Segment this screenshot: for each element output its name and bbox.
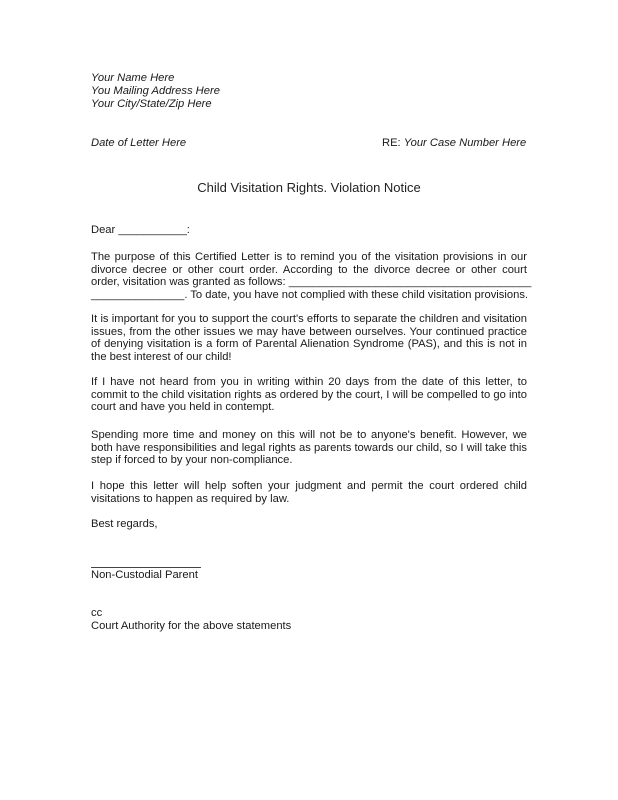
paragraph-1	[91, 251, 532, 301]
re-label: RE:	[382, 137, 401, 149]
sender-city: Your City/State/Zip Here	[91, 98, 212, 110]
letter-date: Date of Letter Here	[91, 137, 187, 149]
paragraph-line: If I have not heard from you in writing within 20 days from the date of this letter, to	[91, 376, 527, 388]
signature-label: Non-Custodial Parent	[91, 569, 198, 581]
paragraph-5	[91, 480, 527, 505]
case-number: Your Case Number Here	[403, 137, 527, 149]
paragraph-line: of denying visitation is a form of Parental Alienation Syndrome (PAS), and this is not in	[91, 338, 527, 351]
closing: Best regards,	[91, 518, 158, 530]
re-line	[382, 137, 526, 150]
paragraph-line: visitations to happen as required by law.	[91, 492, 290, 505]
paragraph-line: court and have you held in contempt.	[91, 401, 275, 414]
salutation: Dear ___________:	[91, 224, 190, 236]
paragraph-line: It is important for you to support the court's efforts to separate the children and visitation	[91, 313, 527, 325]
paragraph-line: both have responsibilities and legal rights as parents towards our child, so I will take this	[91, 441, 527, 454]
paragraph-line: commit to the child visitation rights as ordered by the court, I will be compelled to go into	[91, 388, 527, 401]
signature-line	[91, 567, 201, 568]
paragraph-line: divorce decree or other court order. According to the divorce decree or other court	[91, 263, 527, 276]
sender-name: Your Name Here	[91, 72, 175, 84]
paragraph-line: Spending more time and money on this will not be to anyone's benefit. However, we	[91, 429, 527, 441]
paragraph-line: The purpose of this Certified Letter is to remind you of the visitation provisions in our	[91, 251, 527, 263]
cc-label: cc	[91, 607, 103, 619]
paragraph-line: the best interest of our child!	[91, 350, 232, 363]
paragraph-2	[91, 313, 527, 363]
paragraph-line: issues, from the other issues we may have between ourselves. Your continued practice	[91, 325, 527, 338]
cc-recipient: Court Authority for the above statements	[91, 620, 292, 632]
sender-address: You Mailing Address Here	[91, 85, 220, 97]
paragraph-line: I hope this letter will help soften your judgment and permit the court ordered child	[91, 480, 527, 492]
letter-title: Child Visitation Rights. Violation Notice	[197, 180, 421, 195]
paragraph-3	[91, 376, 527, 414]
paragraph-line: step if forced to by your non-compliance.	[91, 454, 293, 467]
paragraph-line: _______________. To date, you have not complied with these child visitation provisions.	[91, 288, 529, 301]
paragraph-4	[91, 429, 527, 467]
paragraph-line: order, visitation was granted as follows: _______________________________________	[91, 276, 532, 289]
